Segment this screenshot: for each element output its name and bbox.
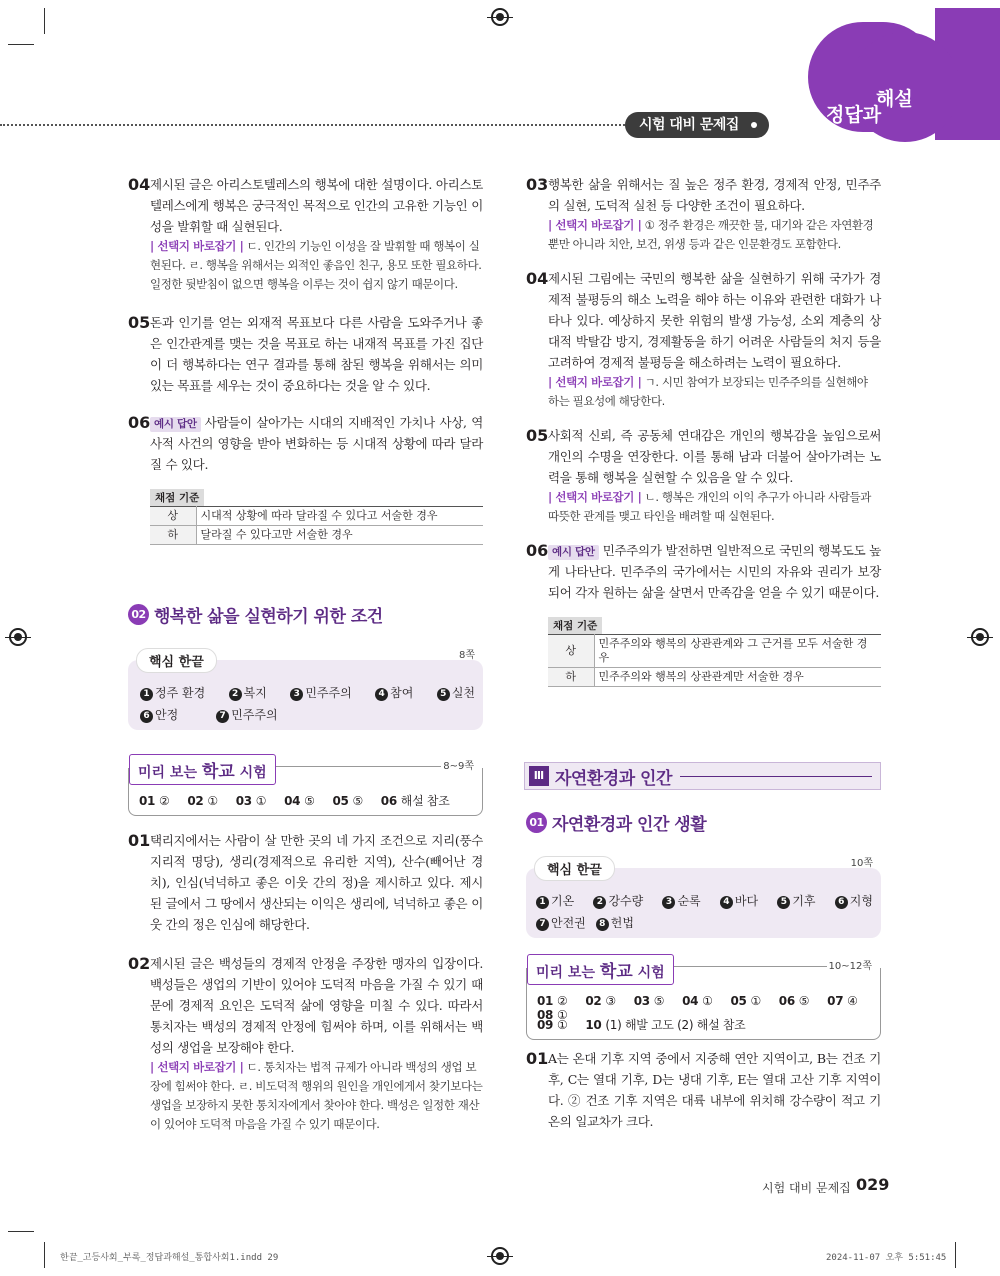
crop-line-bl-v [44, 1242, 45, 1268]
item-text: 택리지에서는 사람이 살 만한 곳의 네 가지 조건으로 지리(풍수지리적 명당), 생리(경제적으로 유리한 지역), 산수(빼어난 경치), 인심(넉넉하고 좋은 이웃 간의 정)을 제시하고 있다. 제시된 글에서 그 땅에서 생산되는 이익은 생리에, 넉넉하고 좋은 이웃 간의 정은 인심에 해당한다. [150, 833, 483, 932]
note-tag: | 선택지 바로잡기 | [548, 490, 642, 504]
item-number: 06 [526, 541, 549, 560]
school-rule [667, 966, 827, 967]
key-row [536, 914, 634, 931]
note-text: ① 정주 환경은 깨끗한 물, 대기와 같은 자연환경뿐만 아니라 치안, 보건, 위생 등과 같은 인문환경도 포함한다. [548, 218, 874, 251]
key-term: 6 지형 [835, 892, 873, 909]
section-title [526, 810, 706, 835]
key-row [536, 892, 873, 909]
answer-entry: 03 ① [235, 794, 267, 808]
footer-label: 시험 대비 문제집 [762, 1181, 851, 1195]
correction-note [150, 237, 483, 294]
answer-entry: 05 ⑤ [332, 794, 363, 808]
school-test-tab: 미리 보는 학교 시험 [129, 754, 276, 785]
criteria-level: 상 [548, 635, 594, 668]
print-slug-file: 한끝_고등사회_부록_정답과해설_통합사회1.indd 29 [60, 1253, 279, 1263]
note-tag: | 선택지 바로잡기 | [150, 239, 244, 253]
answer-entry: 04 ① [682, 994, 713, 1008]
answer-entry: 02 ③ [585, 994, 616, 1008]
note-text: ㄴ. 행복은 개인의 이익 추구가 아니라 사람들과 따뜻한 관계를 맺고 타인을 배려할 때 실현된다. [548, 490, 871, 523]
sample-answer-tag: 예시 답안 [150, 417, 201, 432]
key-term: 1 기온 [536, 892, 574, 909]
left-column-top [128, 174, 483, 545]
answer-item [128, 312, 483, 396]
school-test-box [526, 961, 881, 1040]
criteria-header: 채점 기준 [150, 489, 204, 506]
item-text: 사람들이 살아가는 시대의 지배적인 가치나 사상, 역사적 사건의 영향을 받아 변화하는 등 시대적 상황에 따라 달라질 수 있다. [150, 415, 483, 472]
table-row [150, 526, 483, 545]
answer-item [128, 830, 483, 935]
answer-entry: 07 ④ [827, 994, 858, 1008]
section-badge: 01 [526, 812, 547, 833]
key-term: 3 민주주의 [290, 684, 351, 701]
answer-entry: 10 (1) 해발 고도 (2) 해설 참조 [585, 1018, 746, 1032]
table-row [548, 635, 881, 668]
key-row [140, 684, 475, 701]
section-pill: 시험 대비 문제집 [625, 112, 769, 138]
answer-entry: 09 ① [537, 1018, 568, 1032]
answer-item [526, 268, 881, 411]
item-text: 사회적 신뢰, 즉 공동체 연대감은 개인의 행복감을 높임으로써 개인의 수명을 연장한다. 이를 통해 남과 더불어 살아가려는 노력을 통해 행복을 실현할 수 있음을 알 수 있다. [548, 428, 881, 485]
answer-entry: 06 ⑤ [778, 994, 810, 1008]
answer-item [526, 174, 881, 254]
key-term: 4 참여 [375, 684, 413, 701]
key-term: 1 정주 환경 [140, 684, 205, 701]
key-term: 5 실천 [437, 684, 475, 701]
key-term: 4 바다 [720, 892, 758, 909]
registration-mark-top [491, 8, 509, 26]
table-row [150, 507, 483, 526]
answer-key [139, 792, 463, 809]
page-number: 029 [856, 1175, 890, 1194]
correction-note [150, 1058, 483, 1134]
answer-item [128, 953, 483, 1134]
note-text: ㄱ. 시민 참여가 보장되는 민주주의를 실현해야 하는 필요성에 해당한다. [548, 375, 868, 408]
crop-line-tl-v [44, 8, 45, 34]
chapter-number: Ⅲ [529, 766, 549, 786]
print-slug-date: 2024-11-07 오후 5:51:45 [826, 1253, 947, 1263]
item-number: 06 [128, 413, 151, 432]
answer-entry: 01 ② [537, 994, 568, 1008]
key-summary-title: 핵심 한끝 [534, 856, 615, 881]
item-number: 04 [128, 175, 151, 194]
key-term: 8 헌법 [596, 914, 634, 931]
section-title-text: 행복한 삶을 실현하기 위한 조건 [154, 607, 383, 627]
table-row [548, 668, 881, 687]
item-number: 01 [128, 831, 151, 850]
item-number: 04 [526, 269, 549, 288]
explanation-tab-label: 해설 [876, 88, 913, 110]
key-term: 2 강수량 [593, 892, 643, 909]
answer-item [526, 1048, 881, 1132]
criteria-level: 하 [548, 668, 594, 687]
crop-line-br-v [955, 1242, 956, 1268]
answer-key [537, 1016, 759, 1033]
chapter-header [524, 762, 881, 790]
key-term: 2 복지 [229, 684, 267, 701]
section-title [128, 602, 383, 627]
criteria-desc: 달라질 수 있다고만 서술한 경우 [196, 526, 483, 545]
note-tag: | 선택지 바로잡기 | [548, 375, 642, 389]
key-term: 5 기후 [777, 892, 815, 909]
grading-criteria [548, 617, 881, 687]
criteria-desc: 민주주의와 행복의 상관관계만 서술한 경우 [594, 668, 881, 687]
answer-entry: 02 ① [187, 794, 218, 808]
note-text: ㄷ. 통치자는 법적 규제가 아니라 백성의 생업 보장에 힘써야 한다. ㄹ. 비도덕적 행위의 원인을 개인에게서 찾기보다는 생업을 보장하지 못한 통치자에게서 찾아야 한다. 백성은 일정한 재산이 있어야 도덕적 마음을 가질 수 있기 때문이다. [150, 1060, 483, 1131]
registration-mark-left [9, 628, 27, 646]
right-column-bottom [526, 1048, 881, 1146]
school-test-box [128, 761, 483, 816]
answer-entry: 05 ① [730, 994, 761, 1008]
item-text: A는 온대 기후 지역 중에서 지중해 연안 지역이고, B는 건조 기후, C는 열대 기후, D는 냉대 기후, E는 열대 고산 기후 지역이다. ② 건조 기후 지역은 대륙 내부에 위치해 강수량이 적고 기온의 일교차가 크다. [548, 1051, 881, 1129]
section-badge: 02 [128, 604, 149, 625]
criteria-level: 상 [150, 507, 196, 526]
sample-answer-tag: 예시 답안 [548, 545, 599, 560]
page-ref: 8쪽 [458, 650, 475, 661]
correction-note [548, 488, 881, 526]
key-row [140, 706, 278, 723]
criteria-desc: 시대적 상황에 따라 달라질 수 있다고 서술한 경우 [196, 507, 483, 526]
answer-entry: 04 ⑤ [284, 794, 315, 808]
left-column-bottom [128, 830, 483, 1148]
header-dotted-rule [0, 124, 625, 126]
key-term: 7 민주주의 [216, 706, 277, 723]
answer-item [128, 412, 483, 475]
school-rule [269, 766, 459, 767]
item-number: 05 [128, 313, 151, 332]
item-text: 제시된 글은 백성들의 경제적 안정을 주장한 맹자의 입장이다. 백성들은 생업의 기반이 있어야 도덕적 마음을 가질 수 있기 때문에 경제적 요인은 도덕적 삶에 영향을 미칠 수 있다. 따라서 통치자는 백성의 경제적 안정에 힘써야 하며, 이를 위해서는 백성의 생업을 보장해야 한다. [150, 956, 483, 1055]
correction-note [548, 216, 881, 254]
right-column-top [526, 174, 881, 687]
item-text: 민주주의가 발전하면 일반적으로 국민의 행복도도 높게 나타난다. 민주주의 국가에서는 시민의 자유와 권리가 보장되어 각자 원하는 삶을 살면서 만족감을 얻을 수 있기 때문이다. [548, 543, 881, 600]
key-summary-title: 핵심 한끝 [136, 648, 217, 673]
key-summary-box [526, 858, 881, 938]
key-term: 6 안정 [140, 706, 178, 723]
answer-entry: 08 ① [537, 1008, 568, 1022]
answer-item [526, 425, 881, 526]
item-text: 제시된 그림에는 국민의 행복한 삶을 실현하기 위해 국가가 경제적 불평등의 해소 노력을 해야 하는 이유와 관련한 대화가 나타나 있다. 예상하지 못한 위험의 발생 가능성, 소외 계층의 상대적 박탈감 방지, 경제활동을 하기 어려운 사람들의 처지 등을 고려하여 경제적 불평등을 해소하려는 노력이 필요하다. [548, 271, 881, 370]
answer-entry: 06 해설 참조 [380, 794, 450, 808]
grading-criteria [150, 489, 483, 545]
page-ref: 10~12쪽 [827, 957, 875, 972]
page-ref: 8~9쪽 [441, 757, 476, 772]
key-term: 7 안전권 [536, 914, 586, 931]
note-text: ㄷ. 인간의 기능인 이성을 잘 발휘할 때 행복이 실현된다. ㄹ. 행복을 위해서는 외적인 좋음인 친구, 용모 또한 필요하다. 일정한 뒷받침이 없으면 행복을 이루는 것이 쉽지 않기 때문이다. [150, 239, 482, 291]
crop-line-bl-h [8, 1231, 34, 1232]
registration-mark-bottom [491, 1247, 509, 1265]
item-text: 돈과 인기를 얻는 외재적 목표보다 다른 사람을 도와주거나 좋은 인간관계를 맺는 것을 목표로 하는 내재적 목표를 가진 집단이 더 행복하다는 연구 결과를 통해 참된 행복을 위해서는 의미 있는 목표를 세우는 것이 중요하다는 것을 알 수 있다. [150, 315, 483, 393]
crop-line-tl-h [8, 44, 34, 45]
registration-mark-right [971, 628, 989, 646]
key-term: 3 순록 [662, 892, 700, 909]
note-tag: | 선택지 바로잡기 | [150, 1060, 244, 1074]
school-test-tab: 미리 보는 학교 시험 [527, 954, 674, 985]
criteria-level: 하 [150, 526, 196, 545]
answer-tab-label: 정답과 [826, 104, 882, 126]
criteria-desc: 민주주의와 행복의 상관관계와 그 근거를 모두 서술한 경우 [594, 635, 881, 668]
section-title-text: 자연환경과 인간 생활 [552, 815, 707, 835]
answer-item [526, 540, 881, 603]
chapter-rule [680, 776, 872, 777]
page-ref: 10쪽 [850, 858, 873, 869]
item-text: 제시된 글은 아리스토텔레스의 행복에 대한 설명이다. 아리스토텔레스에게 행복은 궁극적인 목적으로 인간의 고유한 기능인 이성을 발휘할 때 실현된다. [150, 177, 483, 234]
key-summary-box [128, 650, 483, 730]
note-tag: | 선택지 바로잡기 | [548, 218, 642, 232]
item-number: 02 [128, 954, 151, 973]
answer-entry: 03 ⑤ [633, 994, 665, 1008]
criteria-header: 채점 기준 [548, 617, 602, 634]
correction-note [548, 373, 881, 411]
item-text: 행복한 삶을 위해서는 질 높은 정주 환경, 경제적 안정, 민주주의 실현, 도덕적 실천 등 다양한 조건이 필요하다. [548, 177, 881, 213]
answer-item [128, 174, 483, 294]
item-number: 01 [526, 1049, 549, 1068]
answer-entry: 01 ② [139, 794, 170, 808]
item-number: 05 [526, 426, 549, 445]
chapter-title: 자연환경과 인간 [555, 768, 672, 789]
item-number: 03 [526, 175, 549, 194]
